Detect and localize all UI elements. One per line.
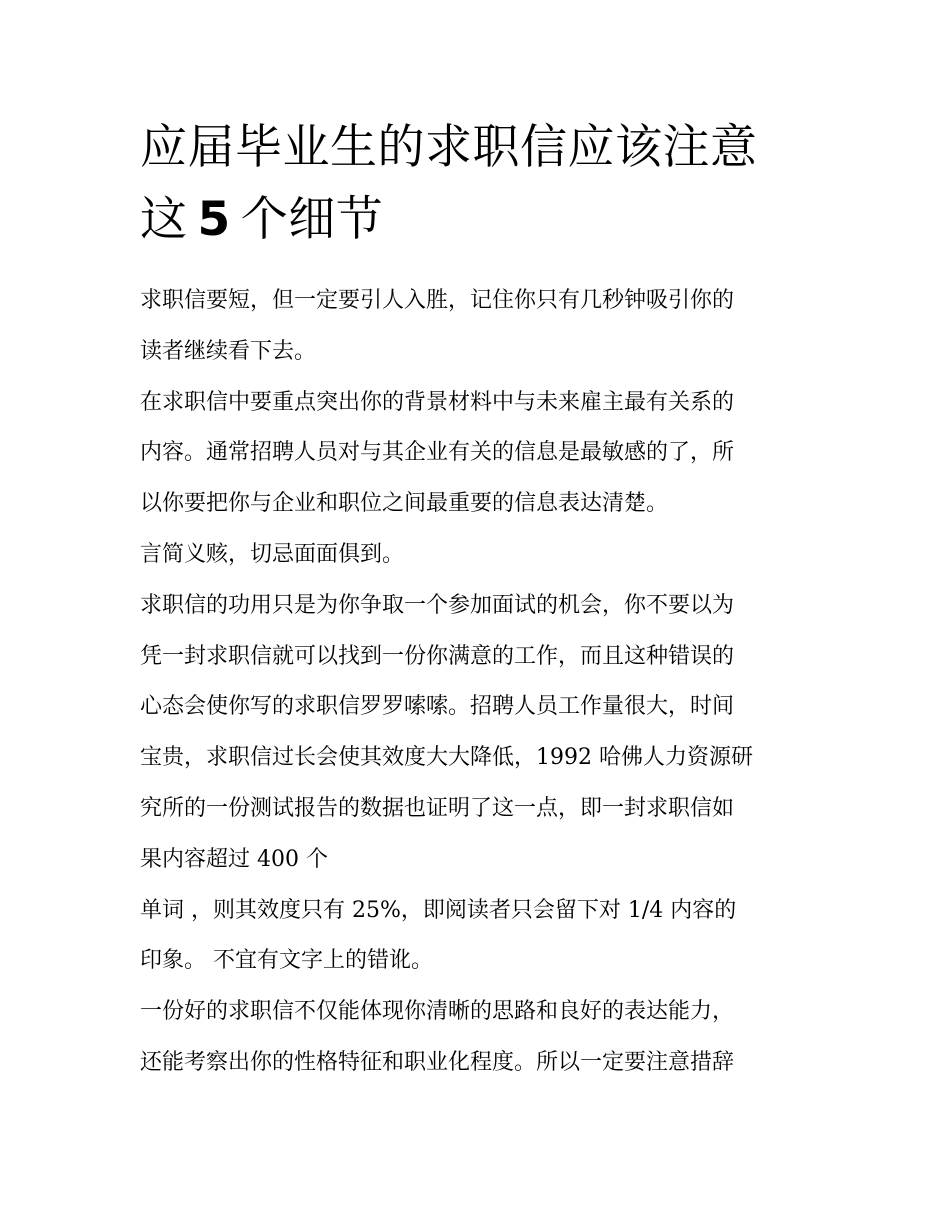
body-line: 果内容超过 400 个	[140, 846, 328, 872]
body-line: 读者继续看下去。	[140, 338, 317, 364]
body-line: 印象。 不宜有文字上的错讹。	[140, 948, 433, 974]
body-line: 求职信要短，但一定要引人入胜，记住你只有几秒钟吸引你的	[140, 288, 735, 313]
body-line: 言简义赅，切忌面面俱到。	[140, 541, 405, 567]
body-line: 宝贵，求职信过长会使其效度大大降低，1992 哈佛人力资源研	[140, 745, 753, 771]
title-prefix: 这	[140, 192, 188, 247]
body-line: 单词 ，则其效度只有 25%，即阅读者只会留下对 1/4 内容的	[140, 897, 737, 923]
body-line: 究所的一份测试报告的数据也证明了这一点，即一封求职信如	[140, 795, 735, 821]
document-title	[140, 112, 820, 256]
body-line: 凭一封求职信就可以找到一份你满意的工作，而且这种错误的	[140, 643, 735, 669]
title-suffix: 个细节	[240, 192, 384, 247]
body-line: 还能考察出你的性格特征和职业化程度。所以一定要注意措辞	[140, 1049, 735, 1075]
title-line-1: 应届毕业生的求职信应该注意	[140, 120, 758, 175]
body-line: 以你要把你与企业和职位之间最重要的信息表达清楚。	[140, 491, 669, 517]
body-line: 求职信的功用只是为你争取一个参加面试的机会，你不要以为	[140, 592, 735, 618]
body-line: 内容。通常招聘人员对与其企业有关的信息是最敏感的了，所	[140, 440, 735, 466]
body-line: 心态会使你写的求职信罗罗嗦嗦。招聘人员工作量很大，时间	[140, 694, 735, 720]
document-content	[140, 112, 820, 1089]
body-line: 一份好的求职信不仅能体现你清晰的思路和良好的表达能力，	[140, 999, 735, 1025]
document-body	[140, 276, 820, 1089]
title-number: 5	[197, 192, 231, 247]
body-line: 在求职信中要重点突出你的背景材料中与未来雇主最有关系的	[140, 389, 735, 415]
title-line-2	[140, 184, 820, 256]
